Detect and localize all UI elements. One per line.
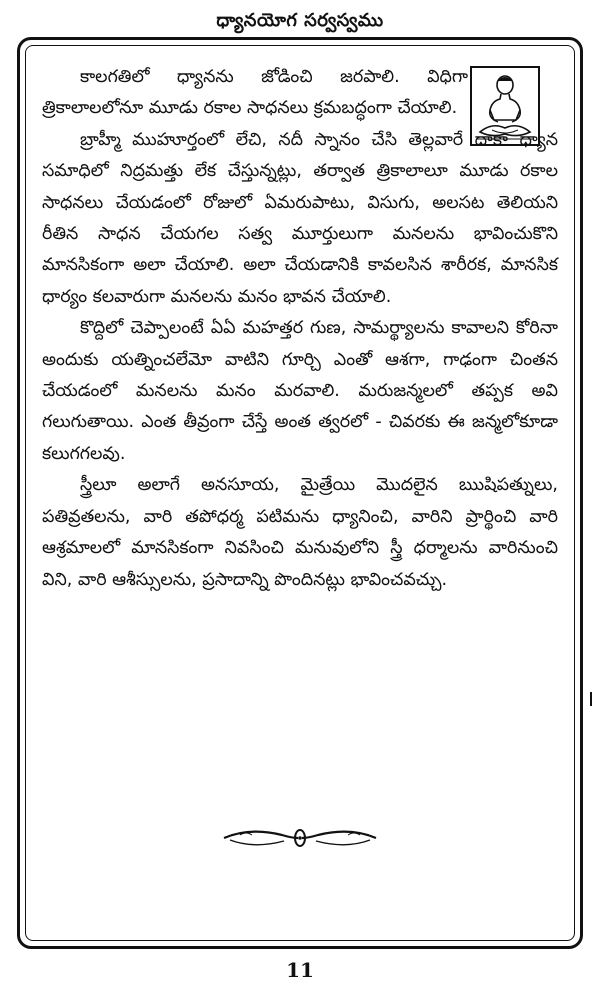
paragraph-4: స్త్రీలూ అలాగే అనసూయ, మైత్రేయి మొదలైన ఋషిపత్నులు, పతివ్రతలను, వారి తపోధర్మ పటిమను ధ్యానించి, వారిని ప్రార్థించి వారి ఆశ్రమాలలో మానసికంగా నివసించి మనువులోని స్త్రీ ధర్మాలను వారినుంచి విని, వారి ఆశీస్సులను, ప్రసాదాన్ని పొందినట్లు భావించవచ్చు. [42,475,558,590]
paragraph-1: కాలగతిలో ధ్యానను జోడించి జరపాలి. విధిగా త్రికాలాలలోనూ మూడు రకాల సాధనలు క్రమబద్ధంగా చేయాలి. [42,67,468,119]
paragraph-3: కొద్దిలో చెప్పాలంటే ఏఏ మహత్తర గుణ, సామర్థ్యాలను కావాలని కోరినా అందుకు యత్నించలేమో వాటిని గూర్చి ఎంతో ఆశగా, గాఢంగా చింతన చేయడంలో మనలను మనం మరవాలి. మరుజన్మలలో తప్పక అవి గలుగుతాయి. ఎంత తీవ్రంగా చేస్తే అంత త్వరలో - చివరకు ఈ జన్మలోకూడా కలుగగలవు. [42,318,558,464]
paragraph-2: బ్రాహ్మీ ముహూర్తంలో లేచి, నదీ స్నానం చేసి తెల్లవారే దాకా ధ్యాన సమాధిలో నిద్రమత్తు లేక చేస్తున్నట్లు, తర్వాత త్రికాలాలూ మూడు రకాల సాధనలు చేయడంలో రోజులో ఏమరుపాటు, విసుగు, అలసట తెలియని రీతిన సాధన చేయగల సత్వ మూర్తులుగా మనలను భావించుకొని మానసికంగా అలా చేయాలి. అలా చేయడానికి కావలసిన శారీరక, మానసిక ధార్యం కలవారుగా మనలను మనం భావన చేయాలి. [42,129,558,307]
edge-mark [590,692,592,706]
main-text [42,62,558,596]
ornament-divider-icon [220,825,380,851]
running-header: ధ్యానయోగ సర్వస్వము [216,10,384,31]
page-number: 11 [286,958,314,982]
